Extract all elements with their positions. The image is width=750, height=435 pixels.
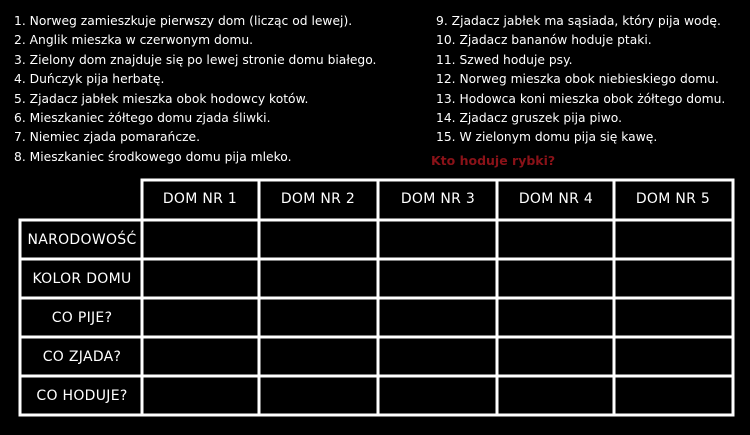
cell-food-2[interactable] bbox=[260, 338, 377, 375]
clue-11: 11. Szwed hoduje psy. bbox=[436, 52, 573, 67]
clue-15: 15. W zielonym domu pija się kawę. bbox=[436, 130, 658, 145]
cell-drink-3[interactable] bbox=[379, 299, 496, 336]
column-header-3: DOM NR 3 bbox=[400, 191, 476, 207]
cell-house-color-5[interactable] bbox=[615, 260, 732, 297]
clue-6: 6. Mieszkaniec żółtego domu zjada śliwki. bbox=[14, 111, 271, 126]
cell-house-color-3[interactable] bbox=[379, 260, 496, 297]
row-label-drink: CO PIJE? bbox=[51, 310, 113, 326]
cell-pet-5[interactable] bbox=[615, 377, 732, 414]
clue-1: 1. Norweg zamieszkuje pierwszy dom (licząc od lewej). bbox=[14, 14, 353, 28]
clue-12: 12. Norweg mieszka obok niebieskiego domu. bbox=[436, 72, 719, 87]
column-header-1: DOM NR 1 bbox=[162, 191, 238, 207]
cell-nationality-5[interactable] bbox=[615, 221, 732, 258]
row-label-house-color: KOLOR DOMU bbox=[32, 271, 132, 287]
row-label-pet: CO HODUJE? bbox=[36, 388, 128, 404]
clue-4: 4. Duńczyk pija herbatę. bbox=[14, 72, 165, 87]
row-label-nationality: NARODOWOŚĆ bbox=[27, 232, 137, 248]
cell-nationality-1[interactable] bbox=[143, 221, 258, 258]
clue-8: 8. Mieszkaniec środkowego domu pija mleko. bbox=[14, 149, 292, 164]
cell-drink-4[interactable] bbox=[498, 299, 613, 336]
clue-13: 13. Hodowca koni mieszka obok żółtego domu. bbox=[436, 91, 726, 106]
cell-house-color-4[interactable] bbox=[498, 260, 613, 297]
clue-9: 9. Zjadacz jabłek ma sąsiada, który pija wodę. bbox=[436, 14, 721, 28]
cell-drink-1[interactable] bbox=[143, 299, 258, 336]
cell-drink-2[interactable] bbox=[260, 299, 377, 336]
row-label-food: CO ZJADA? bbox=[42, 349, 122, 365]
question-text: Kto hoduje rybki? bbox=[431, 153, 556, 168]
clue-3: 3. Zielony dom znajduje się po lewej stronie domu białego. bbox=[14, 52, 377, 67]
cell-house-color-1[interactable] bbox=[143, 260, 258, 297]
cell-nationality-3[interactable] bbox=[379, 221, 496, 258]
cell-drink-5[interactable] bbox=[615, 299, 732, 336]
clue-5: 5. Zjadacz jabłek mieszka obok hodowcy kotów. bbox=[14, 91, 309, 106]
clue-10: 10. Zjadacz bananów hoduje ptaki. bbox=[436, 33, 652, 48]
cell-food-1[interactable] bbox=[143, 338, 258, 375]
cell-nationality-2[interactable] bbox=[260, 221, 377, 258]
cell-pet-2[interactable] bbox=[260, 377, 377, 414]
cell-nationality-4[interactable] bbox=[498, 221, 613, 258]
column-header-5: DOM NR 5 bbox=[635, 191, 711, 207]
cell-house-color-2[interactable] bbox=[260, 260, 377, 297]
column-header-2: DOM NR 2 bbox=[280, 191, 356, 207]
clue-2: 2. Anglik mieszka w czerwonym domu. bbox=[14, 33, 254, 48]
cell-pet-3[interactable] bbox=[379, 377, 496, 414]
cell-food-4[interactable] bbox=[498, 338, 613, 375]
clue-7: 7. Niemiec zjada pomarańcze. bbox=[14, 130, 201, 145]
clue-14: 14. Zjadacz gruszek pija piwo. bbox=[436, 111, 622, 126]
cell-food-3[interactable] bbox=[379, 338, 496, 375]
column-header-4: DOM NR 4 bbox=[518, 191, 594, 207]
cell-pet-4[interactable] bbox=[498, 377, 613, 414]
cell-pet-1[interactable] bbox=[143, 377, 258, 414]
cell-food-5[interactable] bbox=[615, 338, 732, 375]
